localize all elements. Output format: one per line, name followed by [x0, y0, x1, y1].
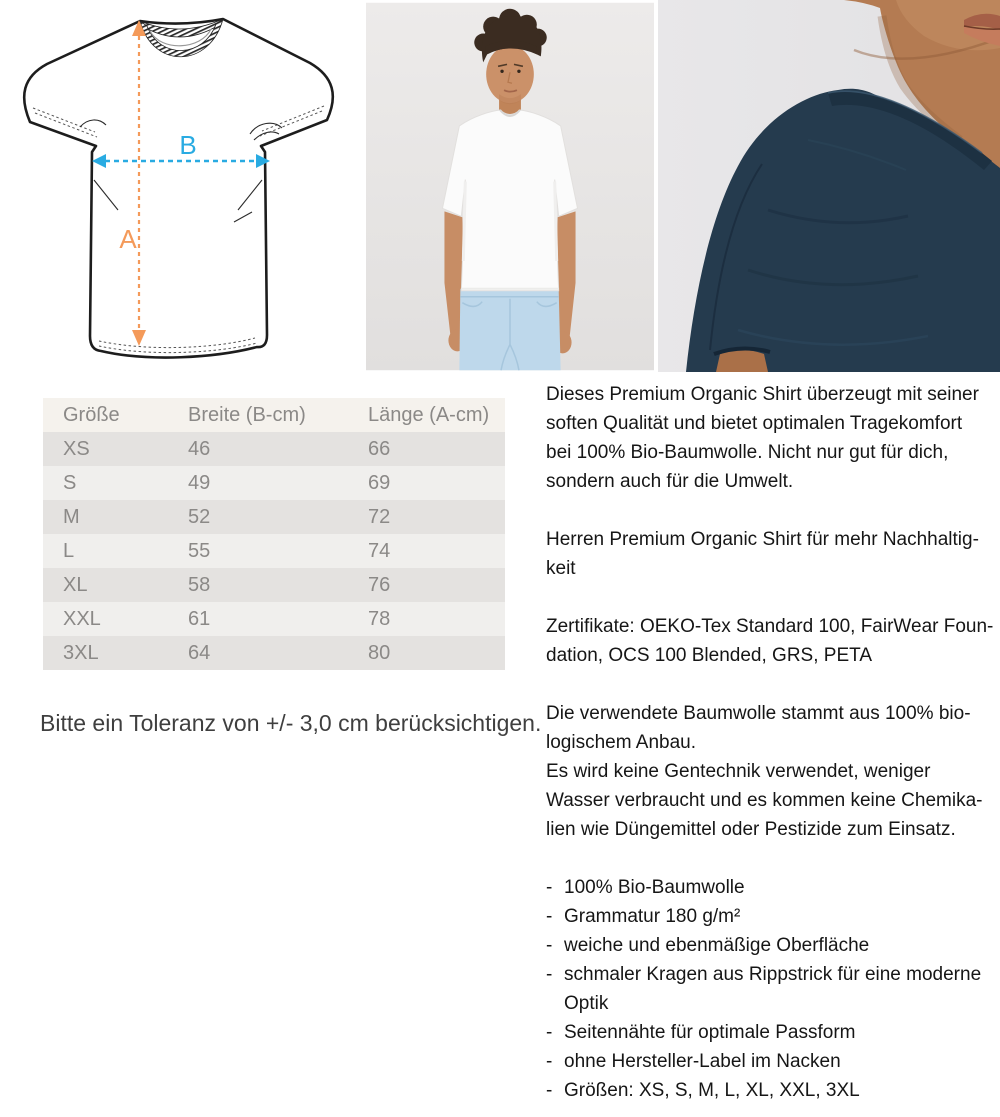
table-cell: 74	[368, 539, 391, 562]
tshirt-diagram-svg	[0, 0, 360, 372]
table-cell: XXL	[63, 607, 101, 630]
table-cell: 49	[188, 471, 211, 494]
bullet-text	[564, 902, 740, 931]
bullet-line: Optik	[564, 993, 609, 1014]
bullet-line: weiche und ebenmäßige Oberfläche	[564, 935, 870, 956]
feature-list-item	[546, 873, 996, 902]
bullet-line: ohne Hersteller-Label im Nacken	[564, 1051, 841, 1072]
tshirt-measurement-diagram	[0, 0, 360, 372]
description-line: soften Qualität und bietet optimalen Tragekomfort	[546, 413, 963, 434]
table-row	[43, 500, 505, 534]
bullet-line: Grammatur 180 g/m²	[564, 906, 741, 927]
table-row	[43, 534, 505, 568]
table-cell: 78	[368, 607, 391, 630]
table-cell: 46	[188, 437, 211, 460]
description-line: lien wie Düngemittel oder Pestizide zum Einsatz.	[546, 819, 956, 840]
description-line: Wasser verbraucht und es kommen keine Chemika-	[546, 790, 983, 811]
table-row	[43, 602, 505, 636]
table-cell: 3XL	[63, 641, 99, 664]
size-table-body	[43, 432, 505, 670]
description-line: dation, OCS 100 Blended, GRS, PETA	[546, 645, 872, 666]
bullet-dash: -	[546, 1051, 553, 1072]
feature-list-item	[546, 1018, 996, 1047]
table-row	[43, 568, 505, 602]
bullet-text	[564, 931, 869, 960]
table-cell: XL	[63, 573, 88, 596]
table-row	[43, 636, 505, 670]
description-paragraph	[546, 525, 996, 583]
length-label: A	[119, 224, 137, 254]
bullet-text	[564, 1018, 856, 1047]
tolerance-note: Bitte ein Toleranz von +/- 3,0 cm berücksichtigen.	[40, 710, 542, 736]
table-cell: 58	[188, 573, 211, 596]
closeup-photo	[658, 0, 1000, 372]
bullet-dash: -	[546, 1080, 553, 1101]
description-line: Herren Premium Organic Shirt für mehr Nachhaltig-	[546, 529, 979, 550]
bullet-text	[564, 1076, 860, 1105]
tshirt-outline	[24, 19, 333, 358]
bullet-line: schmaler Kragen aus Rippstrick für eine moderne	[564, 964, 982, 985]
bullet-text	[564, 960, 981, 1018]
description-line: sondern auch für die Umwelt.	[546, 471, 794, 492]
size-table-header-row	[43, 398, 505, 432]
bullet-line: 100% Bio-Baumwolle	[564, 877, 745, 898]
table-cell: 76	[368, 573, 391, 596]
table-cell: M	[63, 505, 80, 528]
bullet-dash: -	[546, 964, 553, 985]
description-line: Die verwendete Baumwolle stammt aus 100% bio-	[546, 703, 971, 724]
width-label: B	[179, 130, 197, 160]
feature-list-item	[546, 931, 996, 960]
table-cell: 52	[188, 505, 211, 528]
size-table-header-cell: Breite (B-cm)	[188, 403, 306, 426]
bullet-dash: -	[546, 935, 553, 956]
table-row	[43, 466, 505, 500]
feature-list	[546, 873, 996, 1105]
bullet-line: Größen: XS, S, M, L, XL, XXL, 3XL	[564, 1080, 860, 1101]
description-paragraphs	[546, 380, 996, 844]
feature-list-item	[546, 1076, 996, 1105]
bullet-text	[564, 1047, 841, 1076]
size-table	[43, 398, 505, 670]
bullet-dash: -	[546, 906, 553, 927]
description-line: Zertifikate: OEKO-Tex Standard 100, FairWear Foun-	[546, 616, 994, 637]
feature-list-item	[546, 1047, 996, 1076]
table-cell: 80	[368, 641, 391, 664]
bullet-dash: -	[546, 877, 553, 898]
bullet-dash: -	[546, 1022, 553, 1043]
feature-list-item	[546, 902, 996, 931]
description-line: bei 100% Bio-Baumwolle. Nicht nur gut für dich,	[546, 442, 949, 463]
table-cell: S	[63, 471, 77, 494]
bullet-line: Seitennähte für optimale Passform	[564, 1022, 856, 1043]
description-paragraph	[546, 699, 996, 844]
size-table-header-cell: Länge (A-cm)	[368, 403, 490, 426]
table-cell: 61	[188, 607, 211, 630]
product-description	[546, 380, 996, 1105]
description-paragraph	[546, 380, 996, 496]
model-photo	[366, 2, 654, 371]
description-paragraph	[546, 612, 996, 670]
description-line: keit	[546, 558, 576, 579]
closeup-photo-svg	[658, 0, 1000, 372]
model-photo-svg	[366, 2, 654, 371]
feature-list-item	[546, 960, 996, 1018]
table-cell: 69	[368, 471, 391, 494]
description-line: logischem Anbau.	[546, 732, 696, 753]
description-line: Dieses Premium Organic Shirt überzeugt mit seiner	[546, 384, 979, 405]
description-line: Es wird keine Gentechnik verwendet, weniger	[546, 761, 931, 782]
table-cell: 64	[188, 641, 211, 664]
bullet-text	[564, 873, 745, 902]
table-cell: 72	[368, 505, 391, 528]
size-table-header-cell: Größe	[63, 403, 120, 426]
table-cell: L	[63, 539, 75, 562]
table-cell: XS	[63, 437, 90, 460]
table-cell: 55	[188, 539, 211, 562]
table-row	[43, 432, 505, 466]
table-cell: 66	[368, 437, 391, 460]
